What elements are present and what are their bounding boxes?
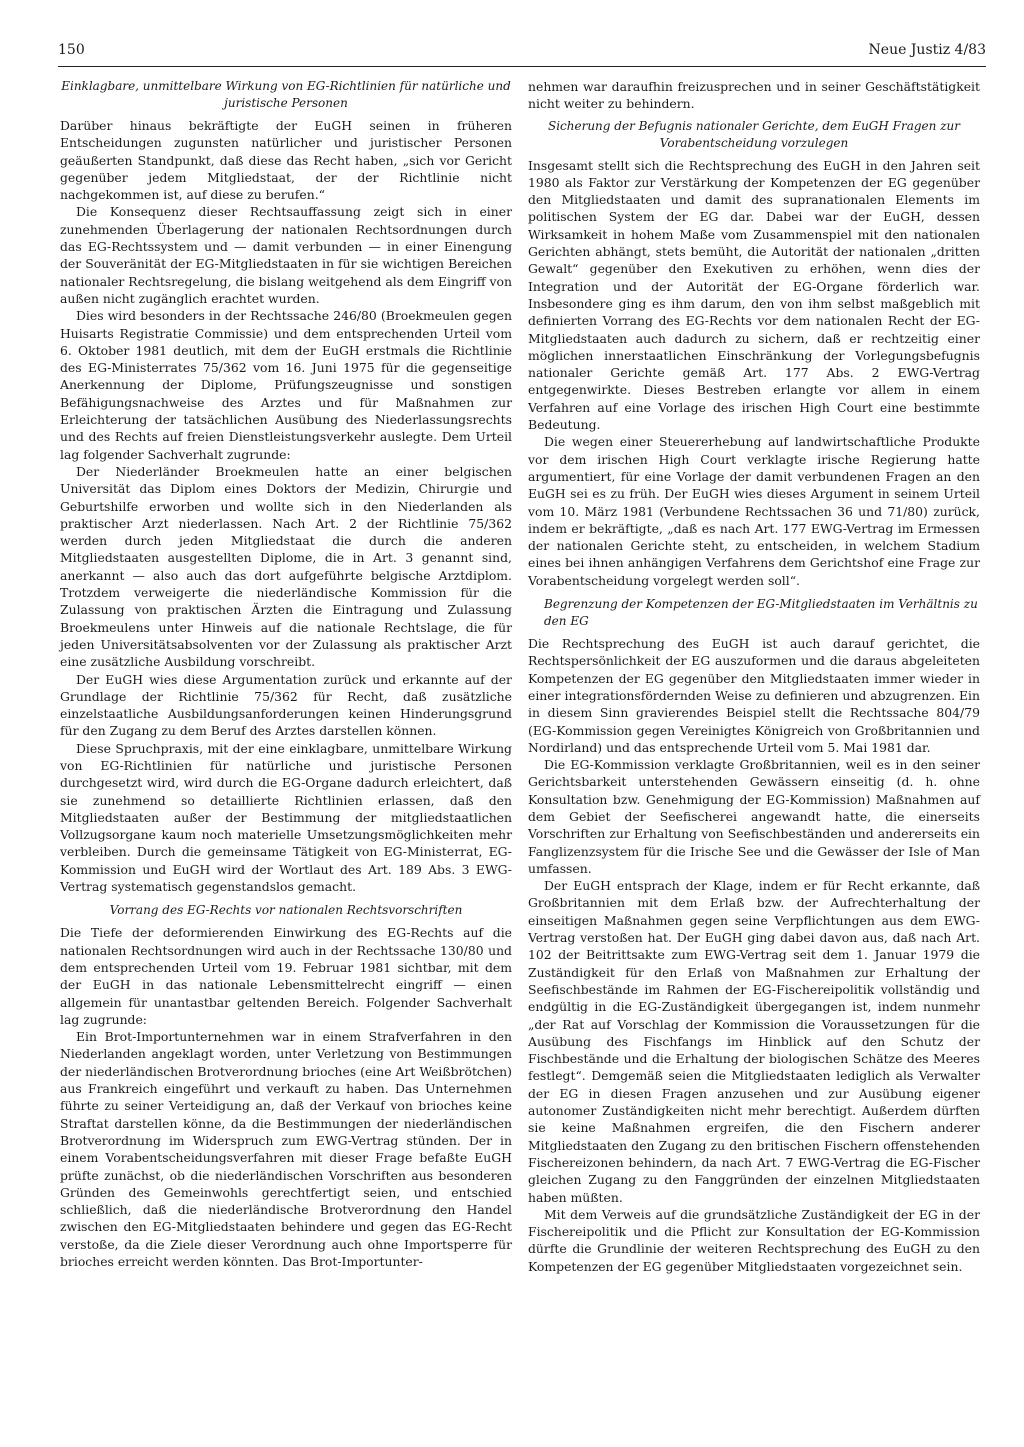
- paragraph: Insgesamt stellt sich die Rechtsprechung des EuGH in den Jahren seit 1980 als Faktor zur Verstärkung der Kompetenzen der EG gegenüber den Mitgliedstaaten und damit des supranationalen Elements im politischen System der EG dar. Dabei war der EuGH, dessen Wirksamkeit in hohem Maße vom Zusammenspiel mit den nationalen Gerichten abhängt, stets bemüht, die Autorität der nationalen „dritten Gewalt“ gegenüber den Exekutiven zu erhöhen, wenn dies der Integration und der Autorität der EG-Organe förderlich war. Insbesondere ging es ihm darum, den von ihm selbst maßgeblich mit definierten Vorrang des EG-Rechts vor dem nationalen Recht der EG-Mitgliedstaaten auch dadurch zu sichern, daß er rechtzeitig einer möglichen innerstaatlichen Einschränkung der Vorlegungsbefugnis nationaler Gerichte gemäß Art. 177 Abs. 2 EWG-Vertrag entgegenwirkte. Dieses Bestreben erlangte vor allem in einem Verfahren auf eine Vorlage des irischen High Court eine bestimmte Bedeutung.: [528, 157, 980, 433]
- article-body: [60, 78, 980, 1428]
- paragraph: Darüber hinaus bekräftigte der EuGH seinen in früheren Entscheidungen zugunsten natürlicher und juristischer Personen geäußerten Standpunkt, daß diese das Recht haben, „sich vor Gericht gegenüber jedem Mitgliedstaat, der der Richtlinie nicht nachgekommen ist, auf diese zu berufen.“: [60, 118, 512, 203]
- page-number: 150: [58, 42, 85, 58]
- section-heading: Einklagbare, unmittelbare Wirkung von EG-Richtlinien für natürliche und juristische Personen: [61, 79, 511, 110]
- left-column: [60, 78, 512, 1428]
- paragraph: Der EuGH entsprach der Klage, indem er für Recht erkannte, daß Großbritannien mit dem Erlaß bzw. der Aufrechterhaltung der einseitigen Maßnahmen gegen seine Verpflichtungen aus dem EWG-Vertrag verstoßen hat. Der EuGH ging dabei davon aus, daß nach Art. 102 der Beitrittsakte zum EWG-Vertrag seit dem 1. Januar 1979 die Zuständigkeit für den Erlaß von Maßnahmen zur Erhaltung der Seefischbestände im Rahmen der EG-Fischereipolitik vollständig und endgültig in die EG-Zuständigkeit übergegangen ist, indem nunmehr „der Rat auf Vorschlag der Kommission die Voraussetzungen für die Ausübung des Fischfangs im Hinblick auf den Schutz der Fischbestände und die Erhaltung der biologischen Schätze des Meeres festlegt“. Demgemäß seien die Mitgliedstaaten lediglich als Verwalter der EG in diesen Fragen anzusehen und zur Ausübung eigener autonomer Zuständigkeiten nicht mehr berechtigt. Außerdem dürften sie keine Maßnahmen ergreifen, die den Fischern anderer Mitgliedstaaten den Zugang zu den britischen Fischern offenstehenden Fischereizonen behindern, da nach Art. 7 EWG-Vertrag die EG-Fischer gleichen Zugang zu den Fanggründen der einzelnen Mitgliedstaaten haben müßten.: [528, 878, 980, 1205]
- section-heading: Vorrang des EG-Rechts vor nationalen Rechtsvorschriften: [109, 903, 463, 918]
- paragraph: Die wegen einer Steuererhebung auf landwirtschaftliche Produkte vor dem irischen High Court verklagte irische Regierung hatte argumentiert, für eine Vorlage der damit verbundenen Fragen an den EuGH sei es zu früh. Der EuGH wies dieses Argument in seinem Urteil vom 10. März 1981 (Verbundene Rechtssachen 36 und 71/80) zurück, indem er bekräftigte, „daß es nach Art. 177 EWG-Vertrag im Ermessen der nationalen Gerichte steht, zu entscheiden, in welchem Stadium eines bei ihnen anhängigen Verfahrens dem Gerichtshof eine Frage zur Vorabentscheidung vorgelegt werden soll“.: [528, 434, 980, 588]
- section-heading: Sicherung der Befugnis nationaler Gerichte, dem EuGH Fragen zur Vorabentscheidung vorzulegen: [547, 118, 960, 150]
- paragraph: Die EG-Kommission verklagte Großbritannien, weil es in den seiner Gerichtsbarkeit unterstehenden Gewässern einseitig (d. h. ohne Konsultation bzw. Genehmigung der EG-Kommission) Maßnahmen auf dem Gebiet der Seefischerei angewandt hatte, die einerseits Vorschriften zur Erhaltung von Seefischbeständen und andererseits ein Fanglizenzsystem für die Irische See und die Gewässer der Isle of Man umfassen.: [528, 757, 980, 876]
- paragraph: Diese Spruchpraxis, mit der eine einklagbare, unmittelbare Wirkung von EG-Richtlinien für natürliche und juristische Personen durchgesetzt wird, wird durch die EG-Organe dadurch erleichtert, daß sie zunehmend so detaillierte Richtlinien erlassen, daß den Mitgliedstaaten außer der Bestimmung der mitgliedstaatlichen Vollzugsorgane kaum noch materielle Umsetzungsmöglichkeiten mehr verbleiben. Durch die gemeinsame Tätigkeit von EG-Ministerrat, EG-Kommission und EuGH wird der Wortlaut des Art. 189 Abs. 3 EWG-Vertrag systematisch gegenstandslos gemacht.: [60, 740, 512, 895]
- section-heading: Begrenzung der Kompetenzen der EG-Mitgliedstaaten im Verhältnis zu den EG: [544, 597, 978, 629]
- paragraph: Ein Brot-Importunternehmen war in einem Strafverfahren in den Niederlanden angeklagt worden, unter Verletzung von Bestimmungen der niederländischen Brotverordnung brioches (eine Art Weißbrötchen) aus Frankreich eingeführt und verkauft zu haben. Das Unternehmen führte zu seiner Verteidigung an, daß der Verkauf von brioches keine Straftat darstellen könne, da die Bestimmungen der niederländischen Brotverordnung im Widerspruch zum EWG-Vertrag stünden. Der in einem Vorabentscheidungsverfahren mit dieser Frage befaßte EuGH prüfte zunächst, ob die niederländischen Vorschriften aus besonderen Gründen des Gemeinwohls gerechtfertigt seien, und entschied schließlich, daß die niederländische Brotverordnung den Handel zwischen den EG-Mitgliedstaaten behindere und gegen das EG-Recht verstoße, da die Ziele dieser Verordnung auch ohne Importsperre für brioches erreicht werden könnten. Das Brot-Importunter-: [60, 1029, 512, 1269]
- paragraph: Dies wird besonders in der Rechtssache 246/80 (Broekmeulen gegen Huisarts Registratie Commissie) und dem entsprechenden Urteil vom 6. Oktober 1981 deutlich, mit dem der EuGH erstmals die Richtlinie des EG-Ministerrates 75/362 vom 16. Juni 1975 für die gegenseitige Anerkennung der Diplome, Prüfungszeugnisse und sonstigen Befähigungsnachweise des Arztes und für Maßnahmen zur Erleichterung der tatsächlichen Ausübung des Niederlassungsrechts und des Rechts auf freien Dienstleistungsverkehr auslegte. Dem Urteil lag folgender Sachverhalt zugrunde:: [60, 308, 512, 462]
- journal-title: Neue Justiz 4/83: [868, 42, 986, 58]
- paragraph: Die Konsequenz dieser Rechtsauffassung zeigt sich in einer zunehmenden Überlagerung der nationalen Rechtsordnungen durch das EG-Rechtssystem und — damit verbunden — in einer Einengung der Souveränität der EG-Mitgliedstaaten in für sie wichtigen Bereichen nationaler Rechtsregelung, die bislang weitgehend als dem Eingriff von außen nicht zugänglich erachtet wurden.: [60, 204, 512, 306]
- paragraph: Der Niederländer Broekmeulen hatte an einer belgischen Universität das Diplom eines Doktors der Medizin, Chirurgie und Geburtshilfe erworben und wollte sich in den Niederlanden als praktischer Arzt niederlassen. Nach Art. 2 der Richtlinie 75/362 werden durch jeden Mitgliedstaat die durch die anderen Mitgliedstaaten ausgestellten Diplome, die in Art. 3 genannt sind, anerkannt — also auch das dort aufgeführte belgische Arztdiplom. Trotzdem verweigerte die niederländische Kommission für die Zulassung von praktischen Ärzten die Eintragung und Zulassung Broekmeulens unter Hinweis auf die nationale Rechtslage, die für jeden Universitätsabsolventen vor der Zulassung als praktischer Arzt eine zusätzliche Ausbildung vorschreibt.: [60, 463, 512, 670]
- paragraph: Die Tiefe der deformierenden Einwirkung des EG-Rechts auf die nationalen Rechtsordnungen wird auch in der Rechtssache 130/80 und dem entsprechenden Urteil vom 19. Februar 1981 sichtbar, mit dem der EuGH in das nationale Lebensmittelrecht eingriff — einen allgemein für unantastbar geltenden Bereich. Folgender Sachverhalt lag zugrunde:: [60, 925, 512, 1027]
- right-column: [528, 78, 980, 1428]
- page-header: [58, 42, 986, 67]
- paragraph: Der EuGH wies diese Argumentation zurück und erkannte auf der Grundlage der Richtlinie 75/362 für Recht, daß zusätzliche einzelstaatliche Ausbildungsanforderungen keinen Hinderungsgrund für den Zugang zu dem Beruf des Arztes darstellen können.: [60, 671, 512, 739]
- paragraph: nehmen war daraufhin freizusprechen und in seiner Geschäftstätigkeit nicht weiter zu behindern.: [528, 79, 980, 112]
- paragraph: Mit dem Verweis auf die grundsätzliche Zuständigkeit der EG in der Fischereipolitik und die Pflicht zur Konsultation der EG-Kommission dürfte die Grundlinie der weiteren Rechtsprechung des EuGH zu den Kompetenzen der EG gegenüber Mitgliedstaaten vorgezeichnet sein.: [528, 1206, 980, 1274]
- paragraph: Die Rechtsprechung des EuGH ist auch darauf gerichtet, die Rechtspersönlichkeit der EG auszuformen und die daraus abgeleiteten Kompetenzen der EG gegenüber den Mitgliedstaaten immer wieder in einer integrationsfördernden Weise zu definieren und abzugrenzen. Ein in diesem Sinn gravierendes Beispiel stellt die Rechtssache 804/79 (EG-Kommission gegen Vereinigtes Königreich von Großbritannien und Nordirland) und das entsprechende Urteil vom 5. Mai 1981 dar.: [528, 636, 980, 755]
